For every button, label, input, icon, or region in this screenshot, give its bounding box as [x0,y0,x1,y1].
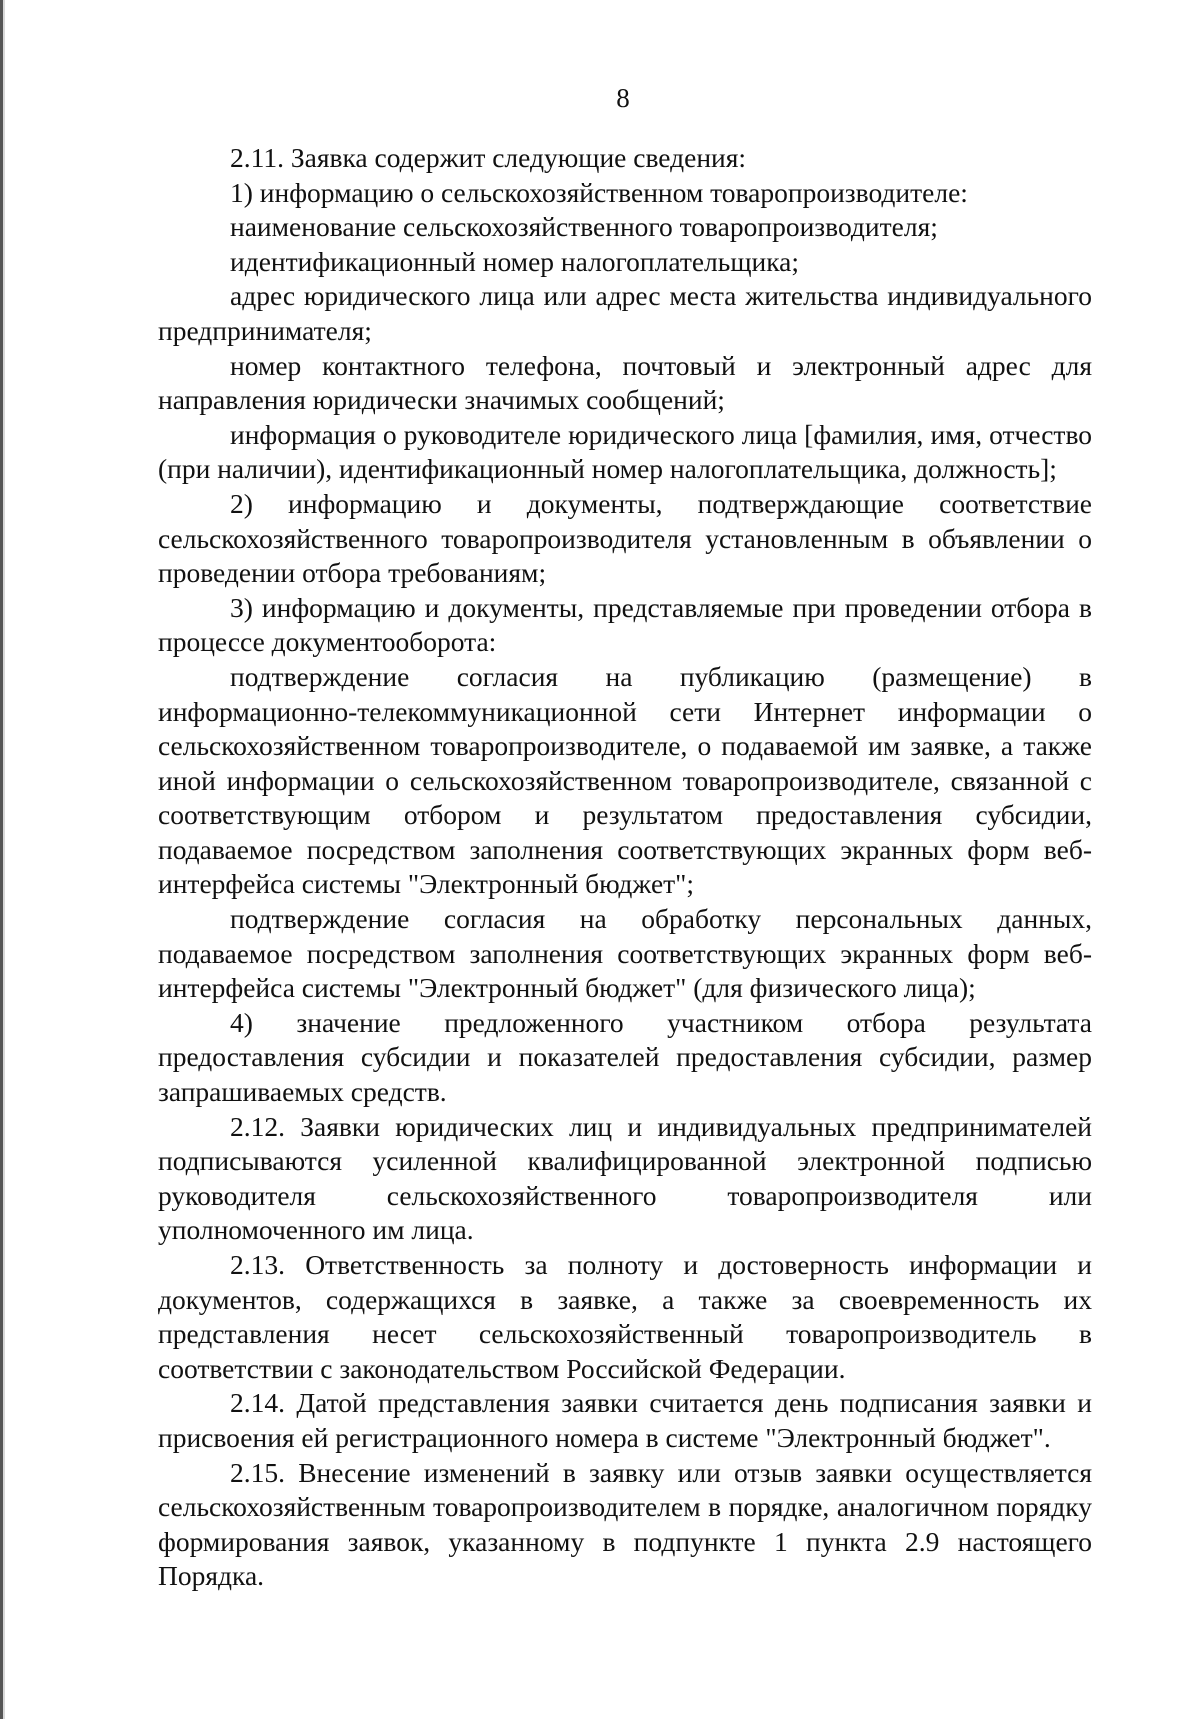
paragraph-2-14: 2.14. Датой представления заявки считается день подписания заявки и присвоения ей регистрационного номера в системе "Электронный бюджет". [158,1387,1092,1453]
list-item-3: 3) информацию и документы, представляемые при проведении отбора в процессе документооборота: [158,591,1092,658]
paragraph-2-11: 2.11. Заявка содержит следующие сведения: [230,142,747,173]
list-subitem-name: наименование сельскохозяйственного товаропроизводителя; [230,211,938,243]
list-subitem-personal-data-consent: подтверждение согласия на обработку персональных данных, подаваемое посредством заполнения соответствующих экранных форм веб-интерфейса системы "Электронный бюджет" (для физического лица); [158,903,1092,1004]
list-item-4: 4) значение предложенного участником отбора результата предоставления субсидии и показателей предоставления субсидии, размер запрашиваемых средств. [158,1006,1092,1108]
scan-edge-shadow [3,0,5,1719]
list-subitem-head-info: информация о руководителе юридического лица [фамилия, имя, отчество (при наличии), идентификационный номер налогоплательщика, должность]; [158,418,1092,485]
list-subitem-publication-consent: подтверждение согласия на публикацию (размещение) в информационно-телекоммуникационной сети Интернет информации о сельскохозяйственном товаропроизводителе, о подаваемой им заявке, а также иной информации о сельскохозяйственном товаропроизводителе, связанной с соответствующим отбором и результатом предоставления субсидии, подаваемое посредством заполнения соответствующих экранных форм веб-интерфейса системы "Электронный бюджет"; [158,660,1092,900]
paragraph-2-15: 2.15. Внесение изменений в заявку или отзыв заявки осуществляется сельскохозяйственным товаропроизводителем в порядке, аналогичном порядку формирования заявок, указанному в подпункте 1 пункта 2.9 настоящего Порядка. [158,1456,1092,1592]
paragraph-2-12: 2.12. Заявки юридических лиц и индивидуальных предпринимателей подписываются усиленной квалифицированной электронной подписью руководителя сельскохозяйственного товаропроизводителя или уполномоченного им лица. [158,1110,1092,1246]
list-item-2: 2) информацию и документы, подтверждающие соответствие сельскохозяйственного товаропроизводителя установленным в объявлении о проведении отбора требованиям; [158,487,1092,589]
list-item-1: 1) информацию о сельскохозяйственном товаропроизводителе: [230,176,968,208]
list-subitem-contacts: номер контактного телефона, почтовый и электронный адрес для направления юридически значимых сообщений; [158,349,1092,416]
list-subitem-inn: идентификационный номер налогоплательщика; [230,245,800,277]
paragraph-2-13: 2.13. Ответственность за полноту и достоверность информации и документов, содержащихся в заявке, а также за своевременность их представления несет сельскохозяйственный товаропроизводитель в соответствии с законодательством Российской Федерации. [158,1249,1092,1384]
page-number: 8 [616,83,630,113]
list-subitem-address: адрес юридического лица или адрес места жительства индивидуального предпринимателя; [158,280,1092,346]
document-body [158,141,1092,1594]
